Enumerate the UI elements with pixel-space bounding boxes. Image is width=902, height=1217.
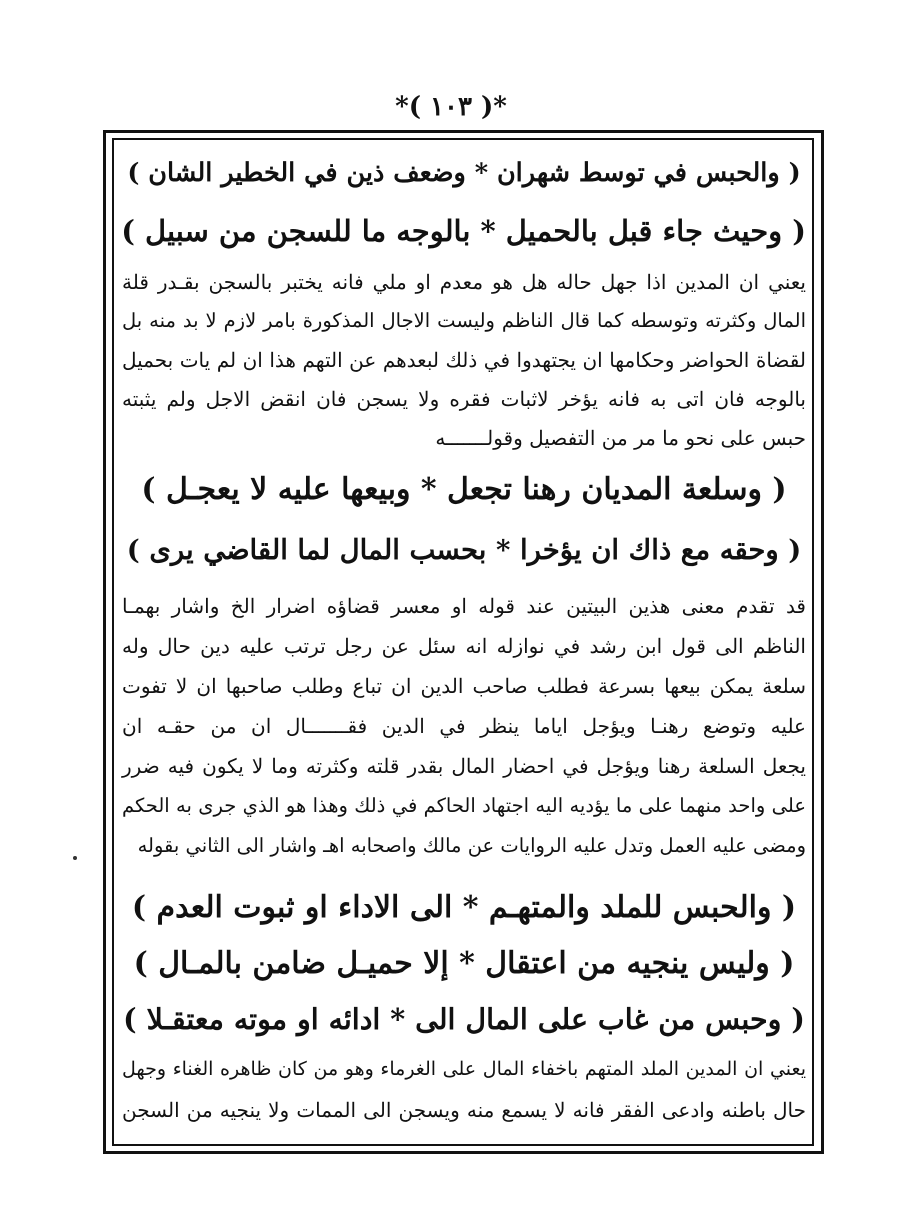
commentary-line: على واحد منهما على ما يؤديه اليه اجتهاد الحاكم في ذلك وهذا هو الذي جرى به الحكم [122,794,806,817]
commentary-line: بالوجه فان اتى به فانه يؤخر لاثبات فقره ولا يسجن فان انقض الاجل ولم يثبته [122,387,806,411]
commentary-line: يعني ان المدين الملد المتهم باخفاء المال على الغرماء وهو من كان ظاهره الغناء وجهل [122,1058,806,1080]
commentary-line: حبس على نحو ما مر من التفصيل وقولـــــــه [435,426,806,450]
commentary-line: قد تقدم معنى هذين البيتين عند قوله او معسر قضاؤه اضرار الخ واشار بهمـا [122,594,806,618]
commentary-line: الناظم الى قول ابن رشد في نوازله انه سئل عن رجل ترتب عليه دين حال وله [122,634,806,658]
commentary-line: لقضاة الحواضر وحكامها ان يجتهدوا في ذلك لبعدهم عن التهم هذا ان لم يات بحميل [122,348,806,372]
verse-line: ( وحقه مع ذاك ان يؤخرا * بحسب المال لما القاضي يرى ) [126,534,802,566]
page-number: *( ١٠٣ )* [395,92,507,122]
verse-line: ( والحبس في توسط شهران * وضعف ذين في الخطير الشان ) [127,158,801,188]
commentary-line: سلعة يمكن بيعها بسرعة فطلب صاحب الدين ان تباع وطلب صاحبها ان لا تفوت [122,674,806,698]
verse-line: ( وحيث جاء قبل بالحميل * بالوجه ما للسجن من سبيل ) [121,214,806,248]
commentary-line: يجعل السلعة رهنا ويؤجل في احضار المال بقدر قلته وكثرته وما لا يكون فيه ضرر [122,754,806,778]
commentary-line: ومضى عليه العمل وتدل عليه الروايات عن مالك واصحابه اهـ واشار الى الثاني بقوله [137,834,806,857]
commentary-line: عليه وتوضع رهنـا ويؤجل اياما ينظر في الدين فقـــــــال ان من حقـه ان [122,714,806,738]
verse-line: ( وحبس من غاب على المال الى * ادائه او موته معتقـلا ) [123,1002,805,1036]
margin-dot [73,856,77,860]
commentary-line: حال باطنه وادعى الفقر فانه لا يسمع منه ويسجن الى الممات ولا ينجيه من السجن [122,1098,806,1122]
commentary-line: يعني ان المدين اذا جهل حاله هل هو معدم او ملي فانه يختبر بالسجن بقـدر قلة [122,270,806,294]
verse-line: ( والحبس للملد والمتهـم * الى الاداء او ثبوت العدم ) [131,890,797,925]
commentary-line: المال وكثرته وتوسطه كما قال الناظم وليست الاجال المذكورة بامر لازم لا بد منه بل [122,309,806,332]
verse-line: ( وليس ينجيه من اعتقال * إلا حميـل ضامن بالمـال ) [133,946,795,981]
page-body [122,146,806,1142]
verse-line: ( وسلعة المديان رهنا تجعل * وبيعها عليه لا يعجـل ) [141,472,787,507]
